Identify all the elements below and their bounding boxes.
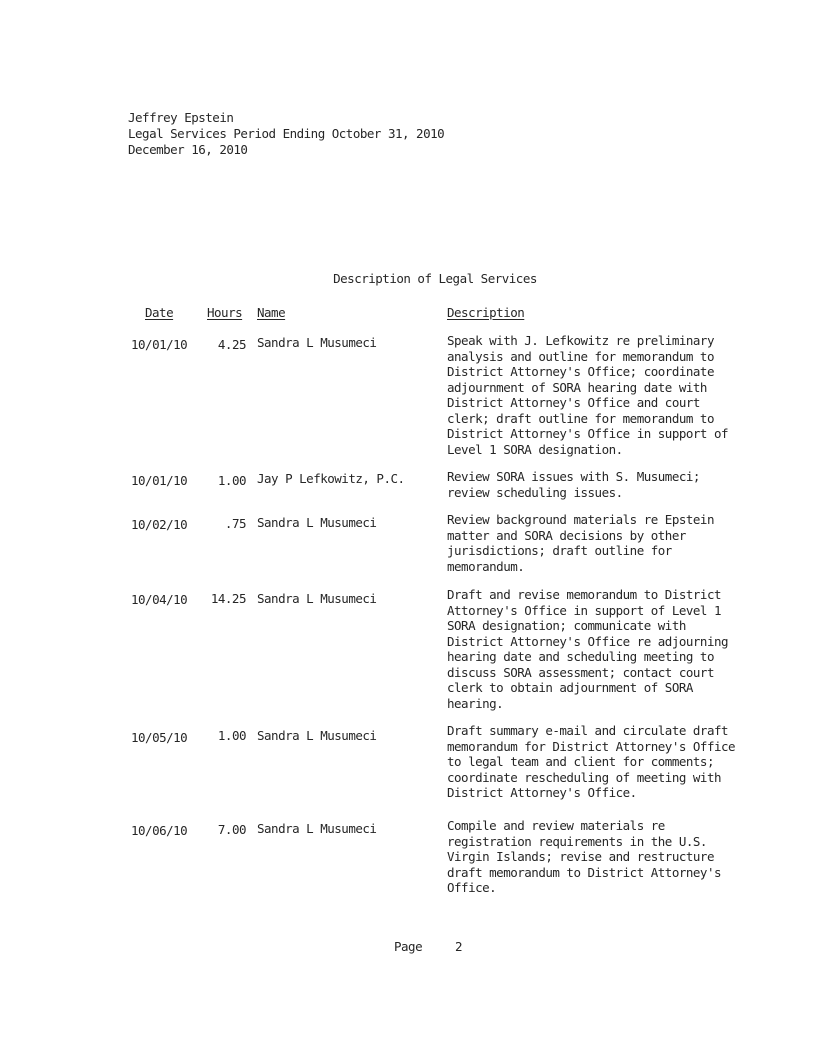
column-header-name: Name xyxy=(257,305,286,320)
entry-hours: 4.25 xyxy=(217,337,246,352)
entry-description: Speak with J. Lefkowitz re preliminary analysis and outline for memorandum to District Attorney's Office; coordinate adjournment of SORA hearing date with District Attorney's Office and court clerk; draft outline for memorandum to District Attorney's Office in support of Level 1 SORA designation. xyxy=(447,333,729,457)
entry-name: Sandra L Musumeci xyxy=(257,591,377,606)
entry-description: Review background materials re Epstein matter and SORA decisions by other jurisdictions; draft outline for memorandum. xyxy=(447,512,714,574)
billing-period: Legal Services Period Ending October 31, 2010 xyxy=(128,126,445,141)
entry-hours: 14.25 xyxy=(210,591,246,606)
column-header-hours: Hours xyxy=(207,305,243,320)
page-number: 2 xyxy=(455,939,463,954)
entry-name: Sandra L Musumeci xyxy=(257,335,377,350)
entry-description: Draft and revise memorandum to District Attorney's Office in support of Level 1 SORA designation; communicate with District Attorney's Office re adjourning hearing date and scheduling meeting to discuss SORA assessment; contact court clerk to obtain adjournment of SORA hearing. xyxy=(447,587,729,711)
entry-date: 10/06/10 xyxy=(131,823,188,838)
entry-hours: 1.00 xyxy=(217,473,246,488)
entry-date: 10/05/10 xyxy=(131,730,188,745)
column-header-description: Description xyxy=(447,305,525,320)
page-label: Page xyxy=(394,939,423,954)
entry-description: Review SORA issues with S. Musumeci; review scheduling issues. xyxy=(447,469,700,500)
client-name: Jeffrey Epstein xyxy=(128,110,234,125)
entry-date: 10/01/10 xyxy=(131,337,188,352)
entry-name: Sandra L Musumeci xyxy=(257,515,377,530)
entry-name: Sandra L Musumeci xyxy=(257,821,377,836)
entry-name: Jay P Lefkowitz, P.C. xyxy=(257,471,405,486)
invoice-date: December 16, 2010 xyxy=(128,142,248,157)
column-header-date: Date xyxy=(145,305,174,320)
entry-date: 10/02/10 xyxy=(131,517,188,532)
entry-hours: 7.00 xyxy=(217,822,246,837)
entry-description: Draft summary e-mail and circulate draft memorandum for District Attorney's Office to legal team and client for comments; coordinate rescheduling of meeting with District Attorney's Office. xyxy=(447,723,736,800)
entry-hours: 1.00 xyxy=(217,728,246,743)
entry-name: Sandra L Musumeci xyxy=(257,728,377,743)
entry-date: 10/04/10 xyxy=(131,592,188,607)
entry-date: 10/01/10 xyxy=(131,473,188,488)
entry-description: Compile and review materials re registration requirements in the U.S. Virgin Islands; revise and restructure draft memorandum to District Attorney's Office. xyxy=(447,818,721,895)
entry-hours: .75 xyxy=(224,516,246,531)
section-title: Description of Legal Services xyxy=(333,271,537,286)
